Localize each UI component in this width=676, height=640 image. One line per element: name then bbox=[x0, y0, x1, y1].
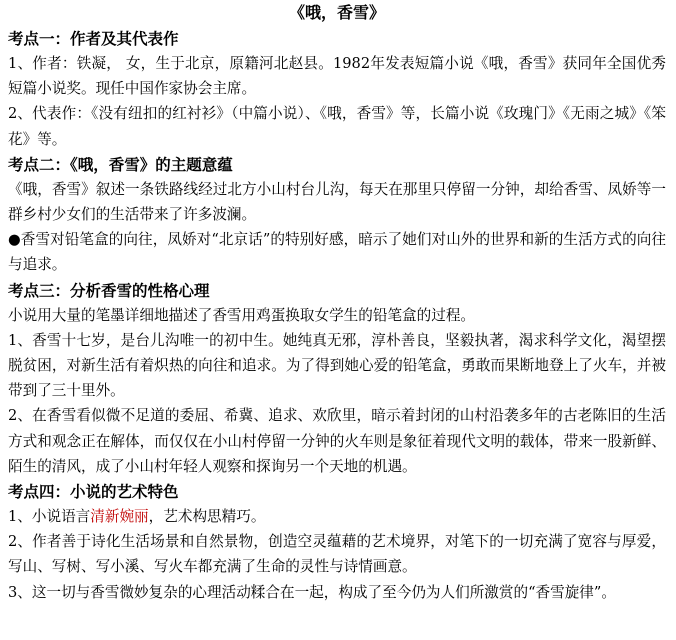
section-2-heading: 考点二：《哦，香雪》的主题意蕴 bbox=[8, 154, 233, 174]
section-4-heading: 考点四：小说的艺术特色 bbox=[8, 482, 179, 502]
section-4-paragraph-1 bbox=[8, 504, 666, 529]
section-1-paragraph-1: 1、作者：铁凝， 女，生于北京，原籍河北赵县。1982年发表短篇小说《哦，香雪》获同年全国优秀短篇小说奖。现任中国作家协会主席。 bbox=[8, 55, 666, 98]
section-1-heading: 考点一：作者及其代表作 bbox=[8, 29, 179, 48]
section-4-item1-before: 1、小说语言 bbox=[8, 508, 91, 526]
section-2-paragraph-1: 《哦，香雪》叙述一条铁路线经过北方小山村台儿沟，每天在那里只停留一分钟，却给香雪、凤娇等一群乡村少女们的生活带来了许多波澜。 bbox=[8, 180, 666, 224]
document-title: 《哦，香雪》 bbox=[288, 3, 385, 22]
section-3-paragraph-2: 1、香雪十七岁，是台儿沟唯一的初中生。她纯真无邪，淳朴善良，坚毅执著，渴求科学文化，渴望摆脱贫困，对新生活有着炽热的向往和追求。为了得到她心爱的铅笔盒，勇敢而果断地登上了火车，并被带到了三十里外。 bbox=[8, 331, 666, 400]
section-4-item1-highlight: 清新婉丽 bbox=[90, 508, 149, 526]
section-1-paragraph-2: 2、代表作：《没有纽扣的红衬衫》（中篇小说）、《哦，香雪》等，长篇小说《玫瑰门》《无雨之城》《笨花》等。 bbox=[8, 105, 666, 148]
section-4-paragraph-2: 2、作者善于诗化生活场景和自然景物，创造空灵蕴藉的艺术境界，对笔下的一切充满了宽容与厚爱，写山、写树、写小溪、写火车都充满了生命的灵性与诗情画意。 bbox=[8, 533, 666, 576]
section-3-heading: 考点三：分析香雪的性格心理 bbox=[8, 280, 210, 300]
section-2-paragraph-2: ●香雪对铅笔盒的向往，凤娇对“北京话”的特别好感，暗示了她们对山外的世界和新的生活方式的向往与追求。 bbox=[8, 231, 666, 274]
section-4-paragraph-3: 3、这一切与香雪微妙复杂的心理活动糅合在一起，构成了至今仍为人们所激赏的“香雪旋律”。 bbox=[8, 583, 616, 601]
section-4-item1-after: ，艺术构思精巧。 bbox=[148, 508, 266, 526]
section-3-paragraph-3: 2、在香雪看似微不足道的委屈、希冀、追求、欢欣里，暗示着封闭的山村沿袭多年的古老陈旧的生活方式和观念正在解体，而仅仅在小山村停留一分钟的火车则是象征着现代文明的载体，带来一股新鲜、陌生的清风，成了小山村年轻人观察和探询另一个天地的机遇。 bbox=[8, 407, 666, 475]
section-3-paragraph-1: 小说用大量的笔墨详细地描述了香雪用鸡蛋换取女学生的铅笔盒的过程。 bbox=[8, 306, 476, 324]
